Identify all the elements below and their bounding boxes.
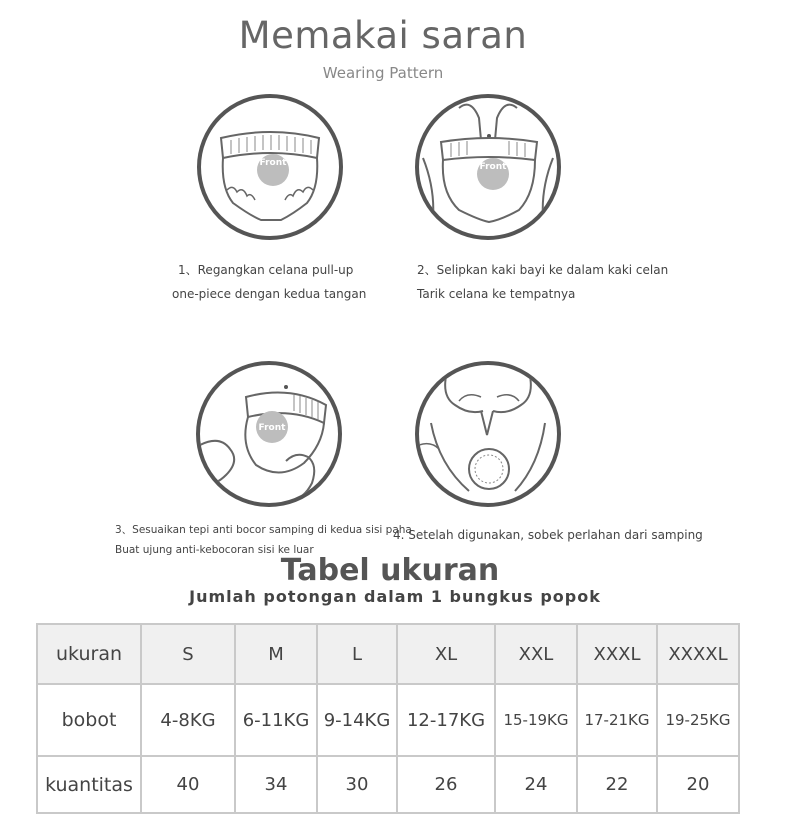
size-cell: L xyxy=(317,624,397,684)
step-2-caption-line2: Tarik celana ke tempatnya xyxy=(417,287,576,301)
size-table-subtitle: Jumlah potongan dalam 1 bungkus popok xyxy=(189,587,601,606)
step-2-caption-line1: 2、Selipkan kaki bayi ke dalam kaki celan xyxy=(417,263,669,277)
quantity-cell: 20 xyxy=(657,756,739,813)
step-1-illustration xyxy=(197,94,343,240)
size-table-title: Tabel ukuran xyxy=(280,553,500,588)
weight-cell: 17-21KG xyxy=(577,684,657,756)
size-cell: S xyxy=(141,624,235,684)
weight-cell: 4-8KG xyxy=(141,684,235,756)
step-3-illustration xyxy=(196,361,342,507)
row-label-quantity: kuantitas xyxy=(37,756,141,813)
tear-side-icon xyxy=(419,365,557,503)
quantity-cell: 22 xyxy=(577,756,657,813)
weight-cell: 12-17KG xyxy=(397,684,495,756)
weight-cell: 19-25KG xyxy=(657,684,739,756)
quantity-cell: 26 xyxy=(397,756,495,813)
step-4-caption-line1: 4. Setelah digunakan, sobek perlahan dari samping xyxy=(393,528,703,542)
weight-cell: 6-11KG xyxy=(235,684,317,756)
page-title: Memakai saran xyxy=(238,14,528,57)
size-cell: XL xyxy=(397,624,495,684)
page-subtitle: Wearing Pattern xyxy=(322,64,444,82)
step-4-illustration xyxy=(415,361,561,507)
step-1-caption-line1: 1、Regangkan celana pull-up xyxy=(178,263,354,277)
weight-cell: 9-14KG xyxy=(317,684,397,756)
size-cell: XXXXL xyxy=(657,624,739,684)
table-row xyxy=(37,756,739,813)
quantity-cell: 30 xyxy=(317,756,397,813)
size-cell: XXXL xyxy=(577,624,657,684)
size-cell: M xyxy=(235,624,317,684)
quantity-cell: 24 xyxy=(495,756,577,813)
table-row xyxy=(37,684,739,756)
quantity-cell: 34 xyxy=(235,756,317,813)
row-label-size: ukuran xyxy=(37,624,141,684)
step-1-caption-line2: one-piece dengan kedua tangan xyxy=(172,287,367,301)
front-badge-label: Front xyxy=(258,423,286,433)
row-label-weight: bobot xyxy=(37,684,141,756)
quantity-cell: 40 xyxy=(141,756,235,813)
size-cell: XXL xyxy=(495,624,577,684)
front-badge-label: Front xyxy=(259,158,287,168)
step-3-caption-line1: 3、Sesuaikan tepi anti bocor samping di kedua sisi paha xyxy=(115,524,412,536)
weight-cell: 15-19KG xyxy=(495,684,577,756)
front-badge-label: Front xyxy=(479,162,507,172)
step-3-caption-line2: Buat ujung anti-kebocoran sisi ke luar xyxy=(115,544,314,556)
table-row xyxy=(37,624,739,684)
size-table xyxy=(36,623,740,814)
adjust-edges-icon xyxy=(200,365,338,503)
step-2-illustration xyxy=(415,94,561,240)
